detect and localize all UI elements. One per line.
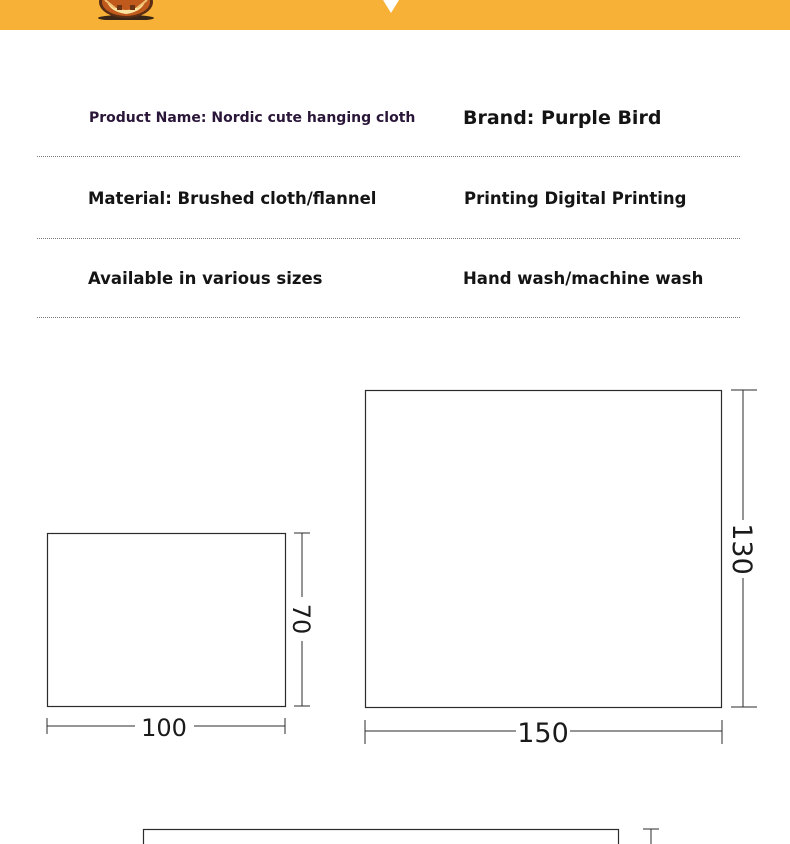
sizes-text: Available in various sizes — [88, 269, 323, 288]
large-size-diagram — [365, 390, 757, 749]
small-height-label: 70 — [287, 603, 315, 635]
brand-text: Brand: Purple Bird — [463, 107, 662, 129]
small-width-label: 100 — [141, 714, 187, 742]
material-text: Material: Brushed cloth/flannel — [88, 189, 377, 208]
printing-text: Printing Digital Printing — [464, 189, 687, 208]
washing-text: Hand wash/machine wash — [463, 269, 704, 288]
large-width-label: 150 — [517, 718, 569, 749]
small-size-diagram — [47, 533, 315, 742]
product-name-text: Product Name: Nordic cute hanging cloth — [89, 110, 416, 126]
large-size-outline — [366, 391, 722, 708]
small-size-outline — [48, 534, 286, 707]
large-height-label: 130 — [726, 523, 757, 575]
next-size-diagram — [144, 829, 660, 844]
